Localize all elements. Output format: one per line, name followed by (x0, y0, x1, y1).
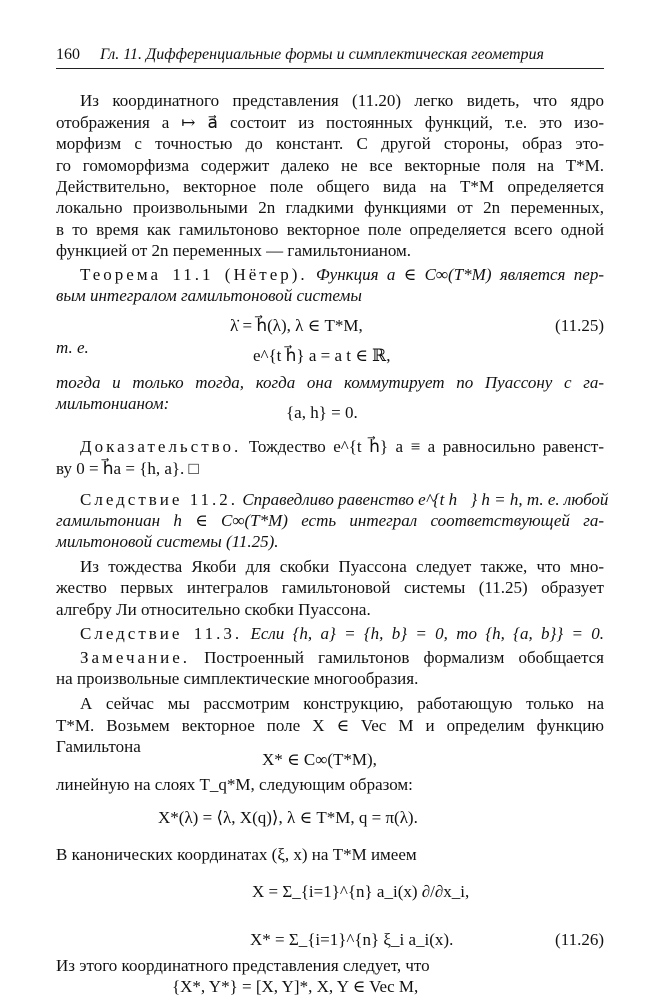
proof-label: Доказательство. (80, 437, 242, 456)
theorem-text-3: тогда и только тогда, когда она коммутирует по Пуассону с га- (56, 373, 604, 392)
cor2-line-1 (80, 490, 609, 510)
theorem-text-1: Функция a ∈ C∞(T*M) является пер- (316, 265, 604, 284)
equation-flow-invariance: e^{t h⃗} a = a t ∈ ℝ, (253, 346, 391, 365)
equation-number-11-26: (11.26) (555, 930, 604, 949)
para1-line-7: в то время как гамильтоново векторное поле определяется всего одной (56, 220, 604, 239)
para2-line-3: алгебру Ли относительно скобки Пуассона. (56, 600, 371, 619)
para2-line-1: Из тождества Якоби для скобки Пуассона следует также, что мно- (80, 557, 604, 576)
equation-vector-field-coords: X = Σ_{i=1}^{n} a_i(x) ∂/∂x_i, (252, 882, 470, 901)
equation-hamilton: λ̇ = h⃗(λ), λ ∈ T*M, (230, 316, 363, 335)
para3-line-1: А сейчас мы рассмотрим конструкцию, работающую только на (80, 694, 604, 713)
para1-line-3: морфизм с точностью до констант. С другой стороны, образ это- (56, 134, 604, 153)
running-title: Гл. 11. Дифференциальные формы и симплектическая геометрия (100, 46, 544, 63)
para2-line-2: жество первых интегралов гамильтоновой системы (11.25) образует (56, 578, 604, 597)
cor2-label: Следствие 11.2. (80, 490, 239, 509)
page-number: 160 (56, 46, 80, 63)
proof-text-1: Тождество e^{t h⃗} a ≡ a равносильно равенст- (248, 437, 605, 456)
para3-line-3: Гамильтона (56, 737, 141, 756)
equation-poisson-commute: {a, h} = 0. (286, 403, 358, 422)
para1-line-1: Из координатного представления (11.20) легко видеть, что ядро (80, 91, 604, 110)
equation-xstar-definition: X*(λ) = ⟨λ, X(q)⟩, λ ∈ T*M, q = π(λ). (158, 808, 418, 827)
para1-line-2: отображения a ↦ a⃗ состоит из постоянных функций, т.е. это изо- (56, 113, 604, 132)
cor2-text-1: Справедливо равенство e^{t h⃗} h = h, т. е. любой (242, 490, 609, 509)
remark-text-1: Построенный гамильтонов формализм обобщается (204, 648, 604, 667)
para3-line-2: T*M. Возьмем векторное поле X ∈ Vec M и определим функцию (56, 716, 604, 735)
theorem-text-2: вым интегралом гамильтоновой системы (56, 286, 362, 305)
equation-number-11-25: (11.25) (555, 316, 604, 335)
equation-xstar-coords: X* = Σ_{i=1}^{n} ξ_i a_i(x). (250, 930, 454, 949)
para1-line-4: го гомоморфизма содержит далеко не все векторные поля на T*M. (56, 156, 604, 175)
proof-text-2: ву 0 = h⃗a = {h, a}. □ (56, 459, 199, 478)
remark-line-1 (80, 648, 604, 668)
equation-xstar: X* ∈ C∞(T*M), (262, 750, 377, 769)
theorem-line-1 (80, 265, 604, 285)
cor2-text-3: мильтоновой системы (11.25). (56, 532, 279, 551)
remark-label: Замечание. (80, 648, 191, 667)
theorem-label: Теорема 11.1 (Нётер). (80, 265, 308, 284)
cor3-text: Если {h, a} = {h, b} = 0, то {h, {a, b}} = 0. (250, 624, 605, 643)
para1-line-5: Действительно, векторное поле общего вида на T*M определяется (56, 177, 604, 196)
theorem-text-4: мильтонианом: (56, 394, 170, 413)
para4: линейную на слоях T_q*M, следующим образом: (56, 775, 413, 794)
para1-line-6: локально произвольными 2n гладкими функциями от 2n переменных, (56, 198, 604, 217)
para6: Из этого координатного представления следует, что (56, 956, 430, 975)
cor2-text-2: гамильтониан h ∈ C∞(T*M) есть интеграл соответствующей га- (56, 511, 604, 530)
cor3-line (80, 624, 604, 644)
proof-line-1 (80, 437, 604, 457)
remark-text-2: на произвольные симплектические многообразия. (56, 669, 419, 688)
theorem-te: т. е. (56, 338, 89, 357)
cor3-label: Следствие 11.3. (80, 624, 243, 643)
para1-line-8: функцией от 2n переменных — гамильтонианом. (56, 241, 412, 260)
running-header (56, 44, 604, 69)
para5: В канонических координатах (ξ, x) на T*M имеем (56, 845, 417, 864)
equation-poisson-bracket-lift: {X*, Y*} = [X, Y]*, X, Y ∈ Vec M, (172, 977, 419, 996)
